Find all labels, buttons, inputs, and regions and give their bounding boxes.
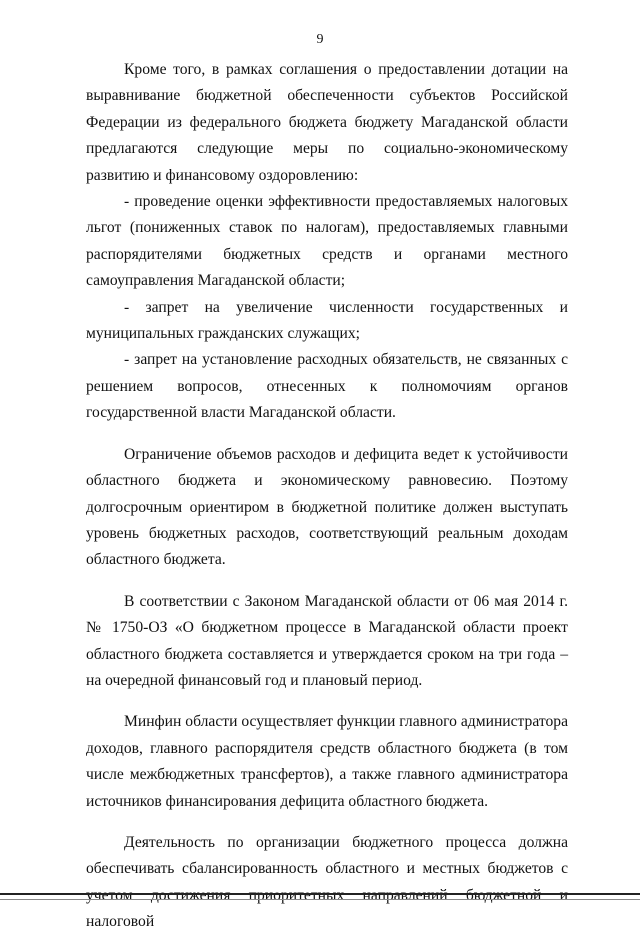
paragraph-budget-law: В соответствии с Законом Магаданской области от 06 мая 2014 г. № 1750-ОЗ «О бюджетном процессе в Магаданской области проект областного бюджета составляется и утверждается сроком на три года – на очередной финансовый год и плановый период.	[86, 592, 568, 689]
document-body	[86, 57, 568, 936]
list-item-staff-increase-ban: - запрет на увеличение численности государственных и муниципальных гражданских служащих;	[86, 298, 568, 343]
paragraph-deficit-limits: Ограничение объемов расходов и дефицита ведет к устойчивости областного бюджета и экономическому равновесию. Поэтому долгосрочным ориентиром в бюджетной политике должен выступать уровень бюджетных расходов, соответствующий реальным доходам областного бюджета.	[86, 445, 568, 569]
paragraph-minfin-functions: Минфин области осуществляет функции главного администратора доходов, главного распорядителя средств областного бюджета (в том числе межбюджетных трансфертов), а также главного администратора источников финансирования дефицита областного бюджета.	[86, 713, 568, 810]
bottom-border-line	[0, 893, 640, 895]
bottom-border-line-thin	[0, 899, 640, 900]
page-number: 9	[316, 32, 324, 47]
list-item-obligations-ban: - запрет на установление расходных обязательств, не связанных с решением вопросов, отнесенных к полномочиям органов государственной власти Магаданской области.	[86, 351, 568, 422]
list-item-tax-benefits: - проведение оценки эффективности предоставляемых налоговых льгот (пониженных ставок по налогам), предоставляемых главными распорядителями бюджетных средств и органами местного самоуправления Магаданской области;	[86, 193, 568, 290]
paragraph-subsidy-agreement: Кроме того, в рамках соглашения о предоставлении дотации на выравнивание бюджетной обеспеченности субъектов Российской Федерации из федерального бюджета бюджету Магаданской области предлагаются следующие меры по социально-экономическому развитию и финансовому оздоровлению:	[86, 61, 568, 184]
paragraph-budget-process: Деятельность по организации бюджетного процесса должна обеспечивать сбалансированность областного и местных бюджетов с учетом достижения приоритетных направлений бюджетной и налоговой	[86, 833, 568, 931]
